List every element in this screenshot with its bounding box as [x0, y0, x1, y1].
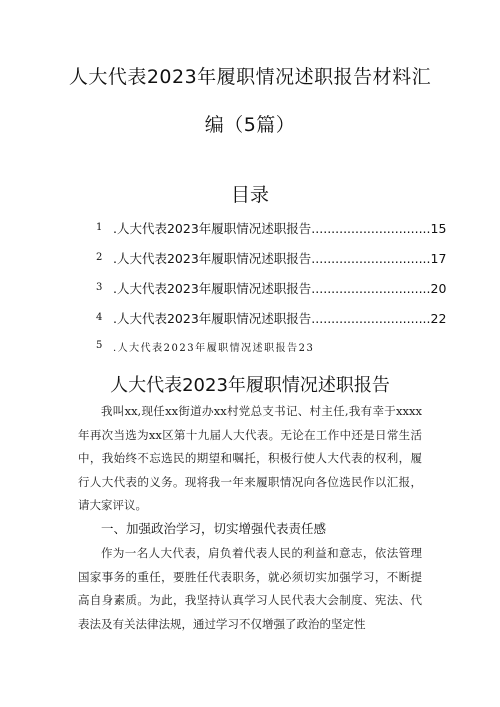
- toc-entry-title: .人大代表2023年履职情况述职报告..............................15: [113, 221, 447, 236]
- body-paragraph: 作为一名人大代表，肩负着代表人民的利益和意志，依法管理国家事务的重任，要胜任代表职务，就必须切实加强学习，不断提高自身素质。为此，我坚持认真学习人民代表大会制度、宪法、代表法及有关法律法规，通过学习不仅增强了政治的坚定性: [78, 546, 422, 631]
- toc-entry-title: .人大代表2023年履职情况述职报告23: [113, 343, 315, 354]
- section-title: 人大代表2023年履职情况述职报告: [110, 375, 390, 396]
- section-subheading: 一、加强政治学习，切实增强代表责任感: [101, 521, 327, 536]
- toc-entry[interactable]: [0, 337, 500, 357]
- toc-entry-number: 2: [96, 252, 103, 263]
- toc-entry-number: 1: [96, 222, 103, 233]
- toc-entry-title: .人大代表2023年履职情况述职报告..............................20: [113, 281, 447, 296]
- toc-entry-title: .人大代表2023年履职情况述职报告..............................22: [113, 311, 447, 326]
- toc-entry[interactable]: [0, 309, 500, 329]
- document-title-line-2: 编（5篇）: [204, 114, 296, 136]
- body-paragraph: 我叫xx,现任xx街道办xx村党总支书记、村主任,我有幸于xxxx年再次当选为xx区第十九届人大代表。无论在工作中还是日常生活中，我始终不忘选民的期望和嘱托，积极行使人大代表的权利，履行人大代表的义务。现将我一年来履职情况向各位选民作以汇报，请大家评议。: [78, 404, 422, 512]
- toc-entry-number: 4: [96, 312, 103, 323]
- toc-entry-number: 5: [96, 340, 103, 351]
- toc-entry-number: 3: [96, 282, 103, 293]
- toc-entry[interactable]: [0, 249, 500, 269]
- document-title-line-1: 人大代表2023年履职情况述职报告材料汇: [68, 66, 432, 88]
- toc-entry[interactable]: [0, 279, 500, 299]
- toc-entry-title: .人大代表2023年履职情况述职报告..............................17: [113, 251, 447, 266]
- toc-entry[interactable]: [0, 219, 500, 239]
- toc-heading: 目录: [230, 184, 269, 206]
